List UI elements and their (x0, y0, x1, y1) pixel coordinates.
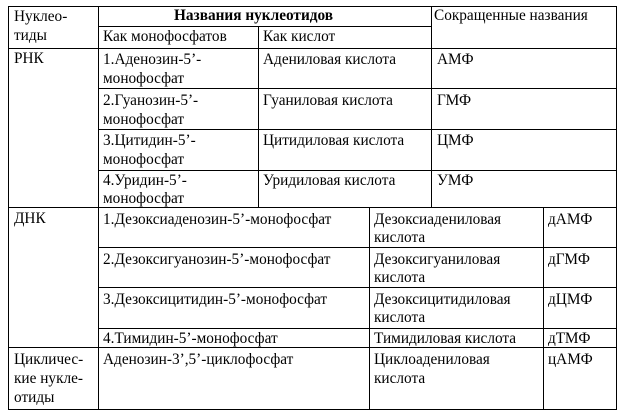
rna-2-mono-line1: 2.Гуанозин-5’- (103, 92, 199, 109)
dna-3-acid-line2: кислота (374, 309, 426, 326)
border-bottom (8, 409, 617, 410)
col-divider-3 (431, 6, 432, 208)
rna-1-acid: Адениловая кислота (263, 51, 397, 68)
dna-bottom (8, 347, 617, 348)
col-divider-rna-2 (258, 26, 259, 208)
rna-2-mono-line2: монофосфат (103, 111, 185, 128)
header-names-title: Названия нуклеотидов (174, 7, 334, 24)
dna-2-acid-line2: кислота (374, 269, 426, 286)
border-right (616, 6, 617, 410)
rna-4-abbr: УМФ (437, 172, 474, 189)
rna-1-mono-line2: монофосфат (103, 70, 185, 87)
rna-1-mono-line1: 1.Аденозин-5’- (103, 51, 202, 68)
group-dna: ДНК (14, 210, 46, 227)
rna-3-acid: Цитидиловая кислота (263, 132, 405, 149)
dna-row-divider-1 (98, 247, 617, 248)
group-rna: РНК (14, 50, 44, 67)
rna-row-divider-2 (98, 129, 617, 130)
cyclic-acid-line2: кислота (374, 370, 426, 387)
header-acid-title: Как кислот (263, 28, 336, 45)
header-nucleotides-line1: Нуклео- (14, 8, 68, 25)
dna-1-abbr: дАМФ (548, 211, 593, 228)
header-row-divider (98, 26, 431, 27)
header-bottom (8, 48, 617, 49)
col-divider-dna-2 (369, 207, 370, 410)
dna-4-mono: 4.Тимидин-5’-монофосфат (103, 330, 278, 347)
dna-row-divider-3 (98, 328, 617, 329)
rna-row-divider-1 (98, 88, 617, 89)
dna-4-acid-line1: Тимидиловая кислота (374, 330, 517, 347)
group-cyclic-line2: кие нукле- (14, 370, 84, 387)
rna-2-acid: Гуаниловая кислота (263, 92, 393, 109)
cropped-text-above (0, 0, 623, 2)
cyclic-abbr: цАМФ (548, 351, 593, 368)
rna-3-mono-line1: 3.Цитидин-5’- (103, 132, 196, 149)
dna-2-abbr: дГМФ (548, 251, 590, 268)
dna-2-mono: 2.Дезоксигуанозин-5’-монофосфат (103, 251, 331, 268)
dna-1-acid-line1: Дезоксиадениловая (374, 211, 502, 228)
border-left (8, 6, 9, 410)
cyclic-mono: Аденозин-3’,5’-циклофосфат (103, 351, 294, 368)
cyclic-acid-line1: Циклоадениловая (374, 351, 490, 368)
rna-3-abbr: ЦМФ (437, 132, 474, 149)
rna-4-mono-line1: 4.Уридин-5’- (103, 172, 187, 189)
col-divider-1 (98, 6, 99, 410)
rna-3-mono-line2: монофосфат (103, 151, 185, 168)
col-divider-dna-3 (543, 207, 544, 410)
group-cyclic-line3: отиды (14, 389, 55, 406)
rna-bottom (8, 207, 617, 208)
group-cyclic-line1: Цикличес- (14, 351, 84, 368)
rna-row-divider-3 (98, 170, 617, 171)
rna-2-abbr: ГМФ (437, 92, 472, 109)
header-monophosphate-title: Как монофосфатов (103, 28, 227, 45)
rna-4-acid: Уридиловая кислота (263, 172, 396, 189)
rna-1-abbr: АМФ (437, 51, 474, 68)
dna-1-mono: 1.Дезоксиаденозин-5’-монофосфат (103, 211, 332, 228)
dna-row-divider-2 (98, 287, 617, 288)
dna-3-mono: 3.Дезоксицитидин-5’-монофосфат (103, 291, 328, 308)
dna-1-acid-line2: кислота (374, 229, 426, 246)
header-abbrev-title: Сокращенные названия (434, 7, 588, 24)
dna-4-abbr: дТМФ (548, 330, 591, 347)
rna-4-mono-line2: монофосфат (103, 190, 185, 207)
dna-2-acid-line1: Дезоксигуаниловая (374, 251, 501, 268)
header-nucleotides-line2: тиды (14, 27, 47, 44)
dna-3-abbr: дЦМФ (548, 291, 593, 308)
dna-3-acid-line1: Дезоксицитидиловая (374, 291, 511, 308)
